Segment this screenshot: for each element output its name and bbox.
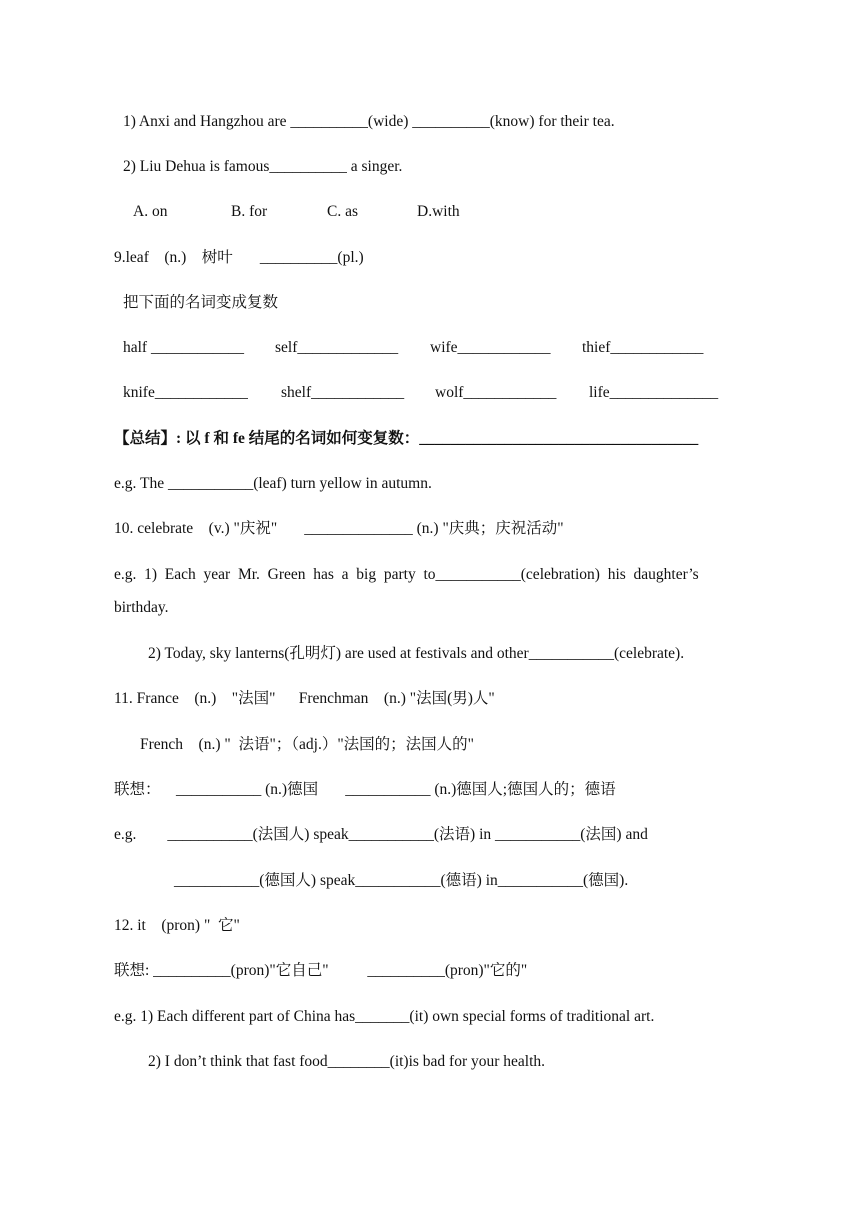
item-10-celebrate: 10. celebrate (v.) "庆祝" ______________ (n.) "庆典；庆祝活动" bbox=[114, 520, 564, 537]
exercise-2-famous-as: 2) Liu Dehua is famous__________ a singer. bbox=[123, 158, 403, 175]
summary-heading: 【总结】: 以 f 和 fe 结尾的名词如何变复数：____________________________________ bbox=[114, 430, 699, 447]
plural-half: half ____________ bbox=[123, 339, 244, 356]
plural-thief: thief____________ bbox=[582, 339, 704, 356]
plural-shelf: shelf____________ bbox=[281, 384, 405, 401]
item-9-leaf: 9.leaf (n.) 树叶 __________(pl.) bbox=[114, 249, 364, 266]
plural-self: self_____________ bbox=[275, 339, 399, 356]
example-french-speak: e.g. ___________(法国人) speak___________(法语) in ___________(法国) and bbox=[114, 826, 648, 843]
item-11-french: French (n.) " 法语"；（adj.）"法国的；法国人的" bbox=[140, 736, 474, 753]
example-celebration-1: e.g. 1) Each year Mr. Green has a big party to___________(celebration) his daughter’s bbox=[114, 566, 699, 583]
example-celebration-1-cont: birthday. bbox=[114, 599, 169, 616]
item-12-it: 12. it (pron) " 它" bbox=[114, 917, 240, 934]
example-leaf: e.g. The ___________(leaf) turn yellow in autumn. bbox=[114, 475, 432, 492]
example-german-speak: ___________(德国人) speak___________(德语) in___________(德国). bbox=[174, 872, 629, 889]
plural-life: life______________ bbox=[589, 384, 719, 401]
example-its-1: e.g. 1) Each different part of China has_______(it) own special forms of traditional art. bbox=[114, 1008, 655, 1025]
association-germany: 联想： ___________ (n.)德国 ___________ (n.)德国人;德国人的；德语 bbox=[114, 781, 616, 798]
option-c: C. as bbox=[327, 203, 358, 220]
association-itself-its: 联想: __________(pron)"它自己" __________(pron)"它的" bbox=[114, 962, 528, 979]
option-a: A. on bbox=[133, 203, 168, 220]
example-it-2: 2) I don’t think that fast food________(it)is bad for your health. bbox=[148, 1053, 546, 1070]
item-11-france: 11. France (n.) "法国" Frenchman (n.) "法国(男)人" bbox=[114, 690, 495, 707]
example-celebration-2: 2) Today, sky lanterns(孔明灯) are used at festivals and other___________(celebrate). bbox=[148, 645, 685, 662]
plural-knife: knife____________ bbox=[123, 384, 248, 401]
option-d: D.with bbox=[417, 203, 460, 220]
plural-wolf: wolf____________ bbox=[435, 384, 557, 401]
plural-instruction: 把下面的名词变成复数 bbox=[123, 294, 279, 311]
exercise-1-wide-known: 1) Anxi and Hangzhou are __________(wide) __________(know) for their tea. bbox=[123, 113, 615, 130]
option-b: B. for bbox=[231, 203, 268, 220]
plural-wife: wife____________ bbox=[430, 339, 551, 356]
